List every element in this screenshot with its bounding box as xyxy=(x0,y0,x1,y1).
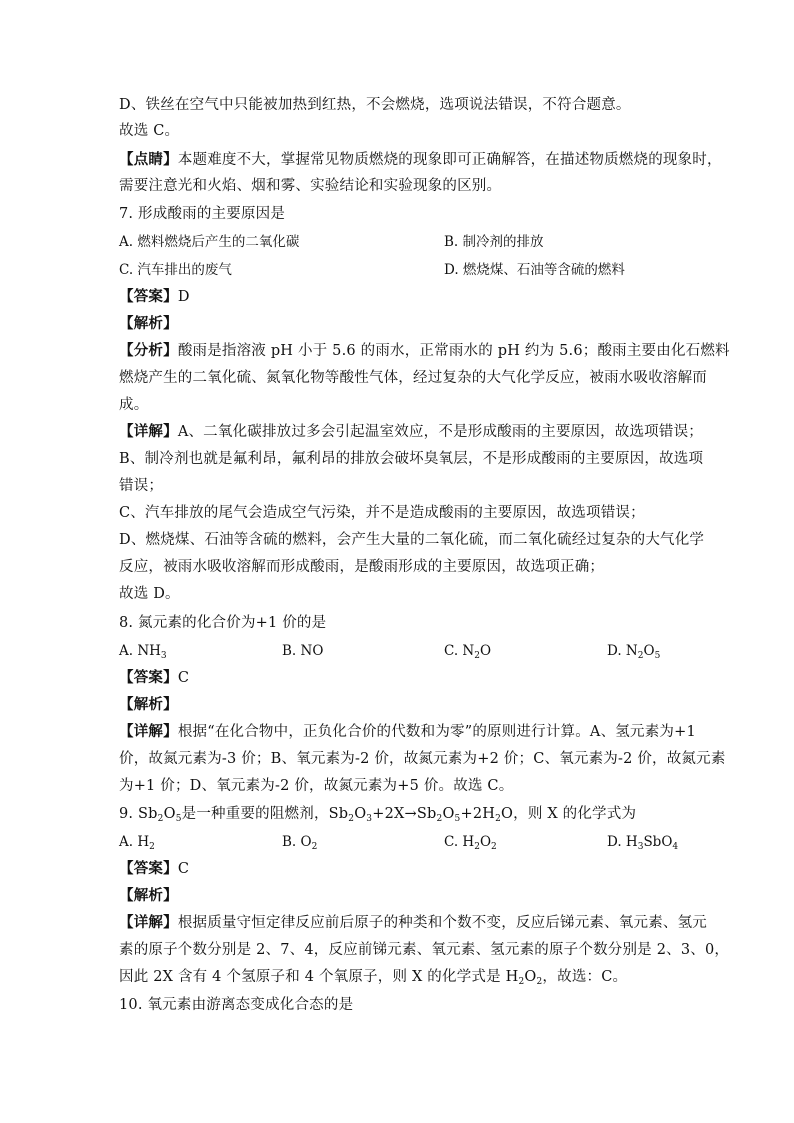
q10-stem: 10. 氧元素由游离态变成化合态的是 xyxy=(119,997,354,1013)
q8-stem: 8. 氮元素的化合价为+1 价的是 xyxy=(119,615,327,631)
q7-answer xyxy=(119,287,190,307)
detail-text-1: 根据“在化合物中，正负化合价的代数和为零”的原则进行计算。A、氢元素为+1 xyxy=(177,724,696,740)
q9-detail-line-2: 素的原子个数分别是 2、7、4，反应前锑元素、氧元素、氢元素的原子个数分别是 2、3、0， xyxy=(119,942,730,958)
q7-detail-line-1 xyxy=(119,422,703,442)
q9-answer xyxy=(119,859,189,879)
q8-option-c: C. $N_2O$ xyxy=(444,643,492,661)
q9-detail-line-1 xyxy=(119,913,707,933)
prev-option-d-explanation: D、铁丝在空气中只能被加热到红热，不会燃烧，选项说法错误，不符合题意。 xyxy=(119,97,631,113)
q7-fenxi-line-2: 燃烧产生的二氧化硫、氮氧化物等酸性气体，经过复杂的大气化学反应，被雨水吸收溶解而 xyxy=(119,370,707,386)
q7-detail-line-4: C、汽车排放的尾气会造成空气污染，并不是造成酸雨的主要原因，故选项错误； xyxy=(119,505,645,521)
q7-analysis-tag: 【解析】 xyxy=(119,315,178,332)
q8-detail-line-1 xyxy=(119,722,696,742)
q8-option-a: A. $NH_3$ xyxy=(119,643,167,661)
q7-detail-line-6: 反应，被雨水吸收溶解而形成酸雨，是酸雨形成的主要原因，故选项正确； xyxy=(119,559,605,575)
q9-detail-line-3: 因此 2X 含有 4 个氢原子和 4 个氧原子，则 X 的化学式是 $H_2O_2$，故选：C。 xyxy=(119,969,628,987)
answer-tag: 【答案】 xyxy=(119,860,178,877)
q7-detail-line-5: D、燃烧煤、石油等含硫的燃料，会产生大量的二氧化硫，而二氧化硫经过复杂的大气化学 xyxy=(119,532,705,548)
q7-choose: 故选 D。 xyxy=(119,586,180,602)
q7-stem: 7. 形成酸雨的主要原因是 xyxy=(119,206,286,222)
tip-text-1: 本题难度不大，掌握常见物质燃烧的现象即可正确解答，在描述物质燃烧的现象时， xyxy=(177,152,722,168)
q7-option-b: B. 制冷剂的排放 xyxy=(444,234,544,250)
q8-answer xyxy=(119,668,189,688)
q8-option-d: D. $N_2O_5$ xyxy=(607,643,661,661)
q9-option-c: C. $H_2O_2$ xyxy=(444,834,497,852)
q9-stem: 9. $Sb_2O_5$是一种重要的阻燃剂，$Sb_2O_3+2X\to Sb_2O_5+2H_2O$，则 X 的化学式为 xyxy=(119,806,637,824)
fenxi-text-1: 酸雨是指溶液 pH 小于 5.6 的雨水，正常雨水的 pH 约为 5.6；酸雨主要由化石燃料 xyxy=(177,343,730,359)
q7-detail-line-2: B、制冷剂也就是氟利昂，氟利昂的排放会破坏臭氧层，不是形成酸雨的主要原因，故选项 xyxy=(119,451,704,467)
detail-tag: 【详解】 xyxy=(119,423,178,440)
detail-text-1: 根据质量守恒定律反应前后原子的种类和个数不变，反应后锑元素、氧元素、氢元 xyxy=(177,915,708,931)
q8-detail-line-2: 价，故氮元素为-3 价；B、氧元素为-2 价，故氮元素为+2 价；C、氧元素为-2 价，故氮元素 xyxy=(119,751,726,767)
answer-value: D xyxy=(177,289,190,305)
q9-option-b: B. $O_2$ xyxy=(282,834,318,852)
detail-text-1: A、二氧化碳排放过多会引起温室效应，不是形成酸雨的主要原因，故选项错误； xyxy=(177,424,703,440)
q7-option-d: D. 燃烧煤、石油等含硫的燃料 xyxy=(444,262,625,278)
detail-tag: 【详解】 xyxy=(119,723,178,740)
q7-option-c: C. 汽车排出的废气 xyxy=(119,262,232,278)
q9-analysis-tag: 【解析】 xyxy=(119,887,178,904)
q7-detail-line-3: 错误； xyxy=(119,478,164,494)
prev-tip-line-1 xyxy=(119,150,722,170)
q8-analysis-tag: 【解析】 xyxy=(119,696,178,713)
q8-detail-line-3: 为+1 价；D、氧元素为-2 价，故氮元素为+5 价。故选 C。 xyxy=(119,778,514,794)
answer-tag: 【答案】 xyxy=(119,669,178,686)
q7-fenxi-line-1 xyxy=(119,341,730,361)
q8-option-b: B. NO xyxy=(282,643,324,659)
q7-option-a: A. 燃料燃烧后产生的二氧化碳 xyxy=(119,234,300,250)
answer-value: C xyxy=(177,861,190,877)
answer-tag: 【答案】 xyxy=(119,288,178,305)
q9-option-d: D. $H_3SbO_4$ xyxy=(607,834,679,852)
q7-fenxi-line-3: 成。 xyxy=(119,397,149,413)
fenxi-tag: 【分析】 xyxy=(119,342,178,359)
prev-tip-line-2: 需要注意光和火焰、烟和雾、实验结论和实验现象的区别。 xyxy=(119,178,502,194)
prev-choose: 故选 C。 xyxy=(119,123,180,139)
detail-tag: 【详解】 xyxy=(119,914,178,931)
answer-value: C xyxy=(177,670,190,686)
tip-tag: 【点睛】 xyxy=(119,151,178,168)
q9-option-a: A. $H_2$ xyxy=(119,834,155,852)
